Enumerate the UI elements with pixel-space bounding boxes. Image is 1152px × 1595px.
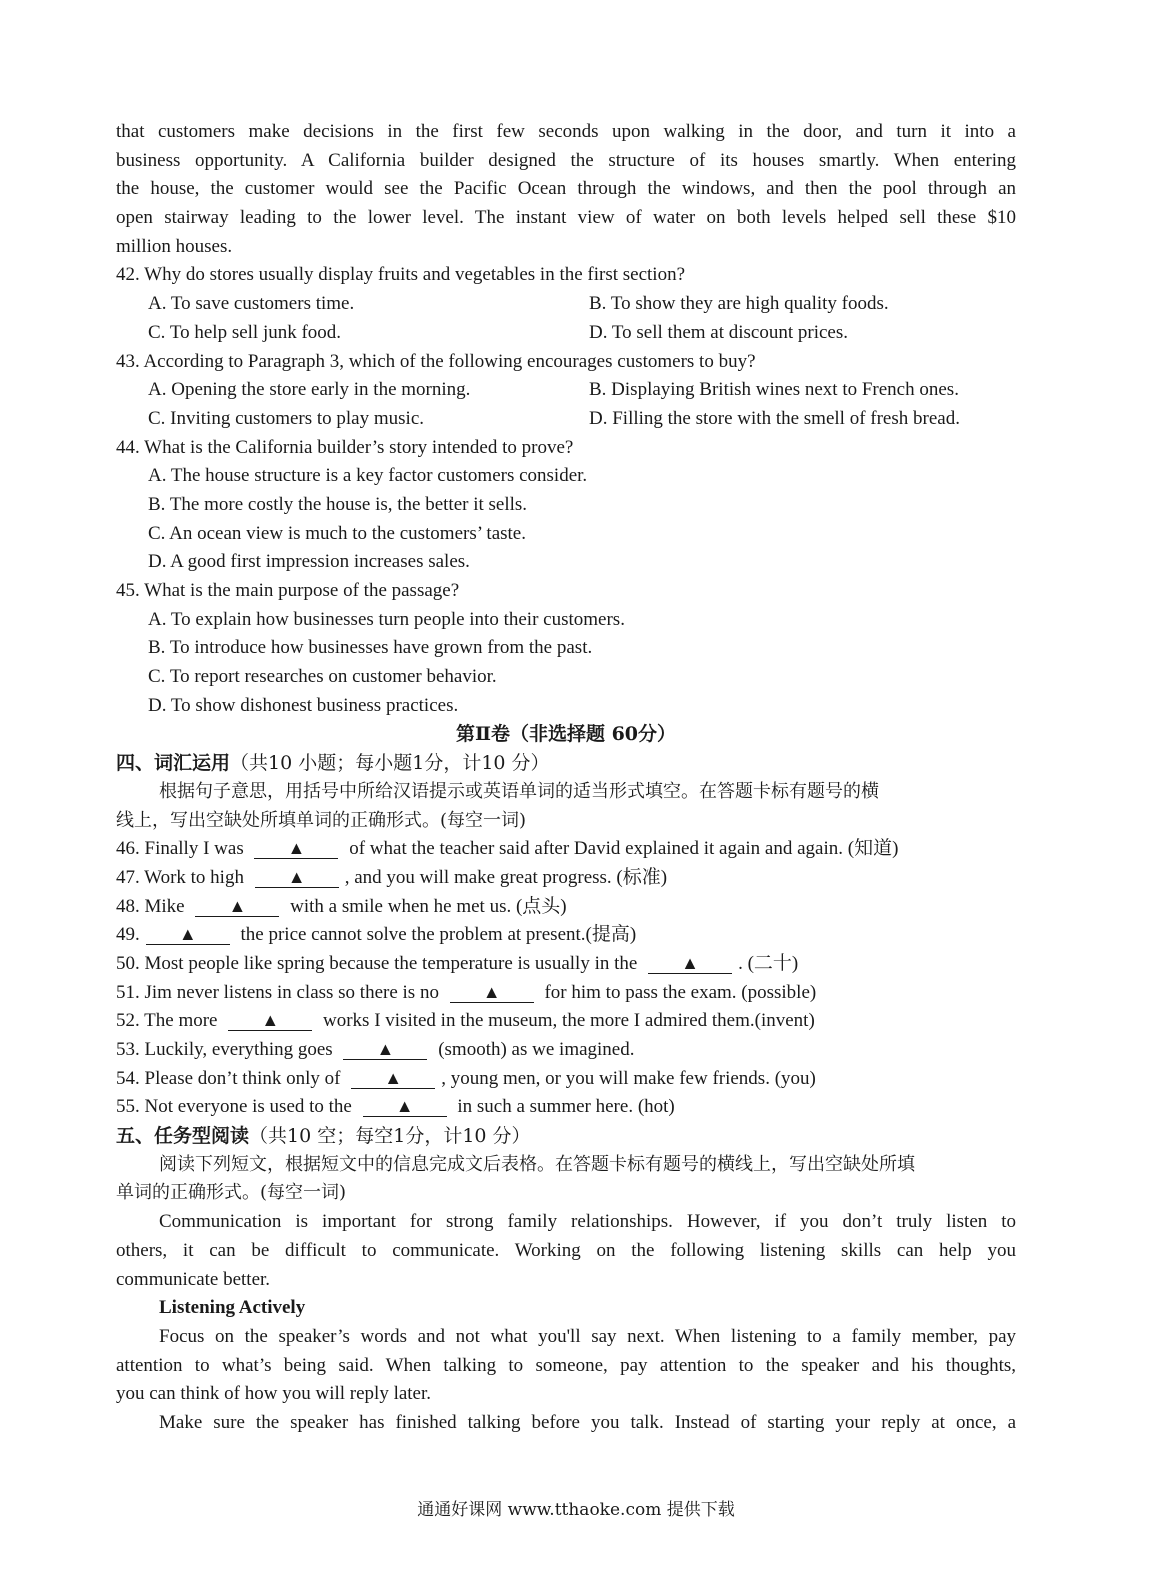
- section-5-instructions: 单词的正确形式。(每空一词): [116, 1182, 347, 1204]
- section-5-title: 五、任务型阅读: [116, 1125, 250, 1148]
- triangle-icon: ▲: [384, 1067, 403, 1088]
- question-42-options-row: [116, 319, 1016, 348]
- answer-blank: [146, 924, 230, 945]
- option-c: C. An ocean view is much to the customers’ taste.: [148, 522, 526, 544]
- reading-paragraph-line: Focus on the speaker’s words and not what you'll say next. When listening to a family member, pay: [159, 1325, 1016, 1347]
- triangle-icon: ▲: [482, 981, 501, 1002]
- vocab-item-46: 46. Finally I was ▲ of what the teacher said after David explained it again and again. (知道): [116, 838, 899, 860]
- triangle-icon: ▲: [178, 924, 197, 945]
- passage-line: business opportunity. A California builder designed the structure of its houses smartly. When entering: [116, 149, 1016, 171]
- triangle-icon: ▲: [287, 838, 306, 859]
- question-43-stem: 43. According to Paragraph 3, which of the following encourages customers to buy?: [116, 350, 756, 372]
- question-42-options-row: [116, 290, 1016, 319]
- option-a: A. To explain how businesses turn people into their customers.: [148, 608, 625, 630]
- vocab-item-49: 49. ▲ the price cannot solve the problem at present.(提高): [116, 924, 637, 946]
- vocab-item-52: 52. The more ▲ works I visited in the museum, the more I admired them.(invent): [116, 1010, 815, 1032]
- option-a: A. To save customers time.: [148, 293, 355, 315]
- triangle-icon: ▲: [681, 952, 699, 973]
- option-d: D. To sell them at discount prices.: [589, 321, 848, 343]
- vocab-item-55: 55. Not everyone is used to the ▲ in such a summer here. (hot): [116, 1096, 675, 1118]
- answer-blank: [450, 982, 534, 1003]
- option-b: B. To introduce how businesses have grown from the past.: [148, 637, 593, 659]
- question-43-options-row: [116, 376, 1016, 405]
- triangle-icon: ▲: [287, 866, 306, 887]
- triangle-icon: ▲: [261, 1010, 280, 1031]
- question-44-stem: 44. What is the California builder’s story intended to prove?: [116, 436, 574, 458]
- exam-page: [116, 118, 1016, 1438]
- reading-intro-line: Communication is important for strong family relationships. However, if you don’t truly listen to: [159, 1211, 1016, 1233]
- answer-blank: [228, 1010, 312, 1031]
- option-a: A. The house structure is a key factor customers consider.: [148, 465, 588, 487]
- vocab-item-48: 48. Mike ▲ with a smile when he met us. (点头): [116, 895, 567, 917]
- answer-blank: [351, 1068, 435, 1089]
- answer-blank: [254, 838, 338, 859]
- reading-paragraph-line: attention to what’s being said. When talking to someone, pay attention to the speaker and his thoughts,: [116, 1354, 1016, 1376]
- section-4-title: 四、词汇运用: [116, 752, 231, 775]
- triangle-icon: ▲: [395, 1096, 414, 1117]
- passage-line: the house, the customer would see the Pacific Ocean through the windows, and then the pool through an: [116, 178, 1016, 200]
- passage-line: million houses.: [116, 235, 233, 257]
- vocab-item-47: 47. Work to high ▲ , and you will make great progress. (标准): [116, 866, 668, 888]
- vocab-item-53: 53. Luckily, everything goes ▲ (smooth) as we imagined.: [116, 1039, 635, 1060]
- answer-blank: [363, 1096, 447, 1117]
- option-c: C. To report researches on customer behavior.: [148, 666, 497, 688]
- page-footer: 通通好课网 www.tthaoke.com 提供下载: [417, 1500, 735, 1520]
- answer-blank: [195, 896, 279, 917]
- reading-intro-line: communicate better.: [116, 1268, 271, 1290]
- option-d: D. Filling the store with the smell of fresh bread.: [589, 407, 960, 429]
- option-b: B. To show they are high quality foods.: [589, 293, 889, 315]
- option-b: B. Displaying British wines next to French ones.: [589, 379, 959, 401]
- question-42-stem: 42. Why do stores usually display fruits and vegetables in the first section?: [116, 264, 686, 286]
- vocab-item-54: 54. Please don’t think only of ▲ , young men, or you will make few friends. (you): [116, 1067, 816, 1089]
- section-5-instructions: 阅读下列短文，根据短文中的信息完成文后表格。在答题卡标有题号的横线上，写出空缺处所填: [159, 1153, 915, 1175]
- option-d: D. A good first impression increases sales.: [148, 551, 470, 573]
- option-d: D. To show dishonest business practices.: [148, 694, 459, 716]
- reading-paragraph-line: Make sure the speaker has finished talking before you talk. Instead of starting your reply at once, a: [159, 1411, 1016, 1433]
- vocab-item-50: 50. Most people like spring because the temperature is usually in the ▲ . (二十): [116, 952, 799, 974]
- section-5-note: （共10 空；每空1分，计10 分）: [249, 1125, 531, 1148]
- option-c: C. Inviting customers to play music.: [148, 407, 425, 429]
- section-4-instructions: 线上，写出空缺处所填单词的正确形式。(每空一词): [116, 809, 527, 831]
- option-a: A. Opening the store early in the morning.: [148, 379, 471, 401]
- vocab-item-51: 51. Jim never listens in class so there is no ▲ for him to pass the exam. (possible): [116, 981, 817, 1003]
- section-4-note: （共10 小题；每小题1分，计10 分）: [230, 752, 550, 775]
- part-2-title: 第Ⅱ卷（非选择题 60分）: [455, 723, 677, 746]
- option-c: C. To help sell junk food.: [148, 321, 342, 343]
- option-b: B. The more costly the house is, the better it sells.: [148, 493, 528, 515]
- answer-blank: [343, 1039, 427, 1060]
- answer-blank: [648, 953, 732, 974]
- question-45-stem: 45. What is the main purpose of the passage?: [116, 580, 460, 601]
- reading-subheading: Listening Actively: [159, 1297, 306, 1319]
- passage-line: that customers make decisions in the first few seconds upon walking in the door, and turn it into a: [116, 121, 1016, 142]
- reading-intro-line: others, it can be difficult to communicate. Working on the following listening skills can help you: [116, 1239, 1016, 1261]
- reading-paragraph-line: you can think of how you will reply later.: [116, 1383, 432, 1405]
- passage-line: open stairway leading to the lower level. The instant view of water on both levels helped sell these $10: [116, 207, 1016, 229]
- section-4-instructions: 根据句子意思，用括号中所给汉语提示或英语单词的适当形式填空。在答题卡标有题号的横: [159, 780, 879, 802]
- section-5-heading: [116, 1122, 1016, 1151]
- triangle-icon: ▲: [376, 1039, 395, 1059]
- section-4-heading: [116, 749, 1016, 778]
- question-43-options-row: [116, 405, 1016, 434]
- triangle-icon: ▲: [228, 895, 247, 916]
- answer-blank: [255, 867, 339, 888]
